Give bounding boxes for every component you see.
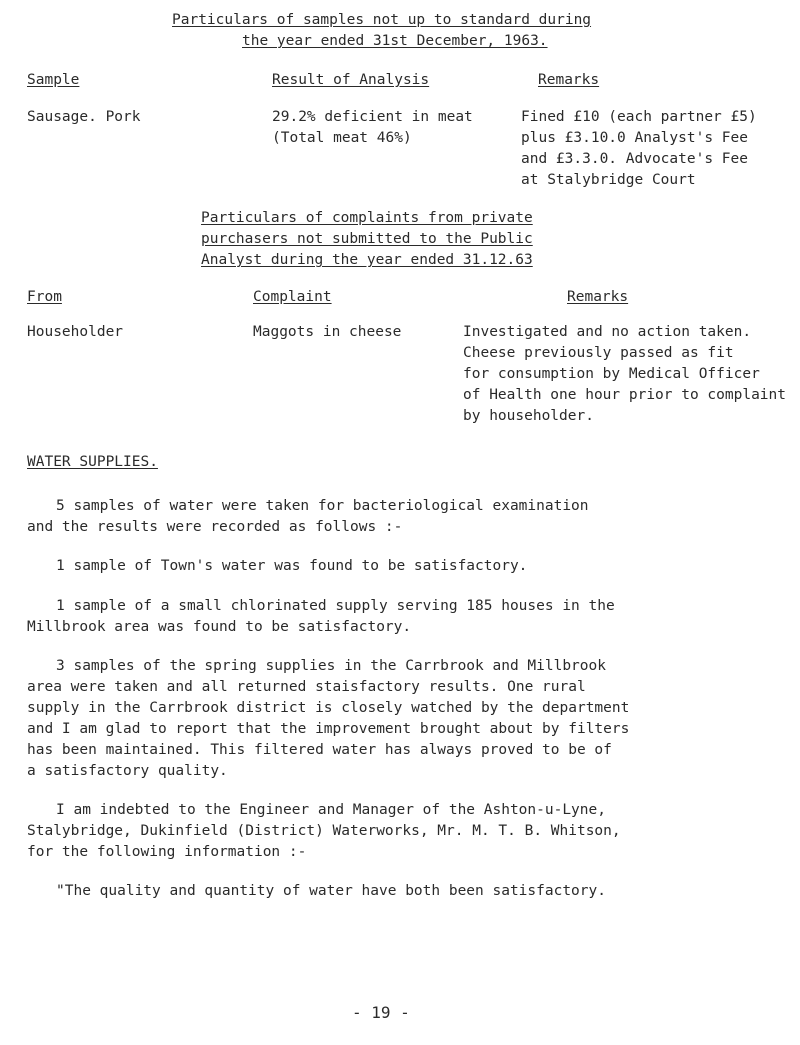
complaint-remarks-line-1: Investigated and no action taken. <box>463 324 752 340</box>
water-p1-line-1: 5 samples of water were taken for bacteriological examination <box>56 498 589 514</box>
water-p4-line-5: has been maintained. This filtered water has always proved to be of <box>27 742 612 758</box>
remarks-line-3: and £3.3.0. Advocate's Fee <box>521 151 748 167</box>
col-header-complaint: Complaint <box>253 289 332 305</box>
water-p4-line-4: and I am glad to report that the improvement brought about by filters <box>27 721 630 737</box>
complaint-remarks-line-3: for consumption by Medical Officer <box>463 366 760 382</box>
water-p3-line-1: 1 sample of a small chlorinated supply serving 185 houses in the <box>56 598 615 614</box>
water-p2-line-1: 1 sample of Town's water was found to be satisfactory. <box>56 558 528 574</box>
from-cell: Householder <box>27 324 124 340</box>
remarks-line-4: at Stalybridge Court <box>521 172 696 188</box>
complaint-remarks-line-2: Cheese previously passed as fit <box>463 345 734 361</box>
water-p4-line-1: 3 samples of the spring supplies in the Carrbrook and Millbrook <box>56 658 606 674</box>
complaints-heading-line-2: purchasers not submitted to the Public <box>201 231 533 247</box>
col-header-from: From <box>27 289 62 305</box>
samples-heading-line-1: Particulars of samples not up to standard during <box>172 12 592 28</box>
water-p1-line-2: and the results were recorded as follows :- <box>27 519 403 535</box>
col-header-result: Result of Analysis <box>272 72 430 88</box>
complaint-remarks-line-5: by householder. <box>463 408 594 424</box>
complaints-heading-line-3: Analyst during the year ended 31.12.63 <box>201 252 533 268</box>
col-header-complaint-remarks: Remarks <box>567 289 629 305</box>
complaint-cell: Maggots in cheese <box>253 324 402 340</box>
col-header-remarks: Remarks <box>538 72 600 88</box>
page-number: - 19 - <box>352 1003 410 1022</box>
water-p4-line-2: area were taken and all returned staisfactory results. One rural <box>27 679 586 695</box>
water-p5-line-3: for the following information :- <box>27 844 307 860</box>
water-heading: WATER SUPPLIES. <box>27 454 158 470</box>
remarks-line-2: plus £3.10.0 Analyst's Fee <box>521 130 748 146</box>
water-p5-line-1: I am indebted to the Engineer and Manager of the Ashton-u-Lyne, <box>56 802 606 818</box>
water-p3-line-2: Millbrook area was found to be satisfactory. <box>27 619 412 635</box>
col-header-sample: Sample <box>27 72 80 88</box>
water-p4-line-3: supply in the Carrbrook district is closely watched by the department <box>27 700 630 716</box>
remarks-line-1: Fined £10 (each partner £5) <box>521 109 757 125</box>
result-line-2: (Total meat 46%) <box>272 130 412 146</box>
water-p5-line-2: Stalybridge, Dukinfield (District) Waterworks, Mr. M. T. B. Whitson, <box>27 823 621 839</box>
sample-cell: Sausage. Pork <box>27 109 141 125</box>
result-line-1: 29.2% deficient in meat <box>272 109 473 125</box>
complaint-remarks-line-4: of Health one hour prior to complaint <box>463 387 787 403</box>
water-p6-line-1: "The quality and quantity of water have both been satisfactory. <box>56 883 606 899</box>
samples-heading-line-2: the year ended 31st December, 1963. <box>242 33 548 49</box>
complaints-heading-line-1: Particulars of complaints from private <box>201 210 533 226</box>
water-p4-line-6: a satisfactory quality. <box>27 763 228 779</box>
